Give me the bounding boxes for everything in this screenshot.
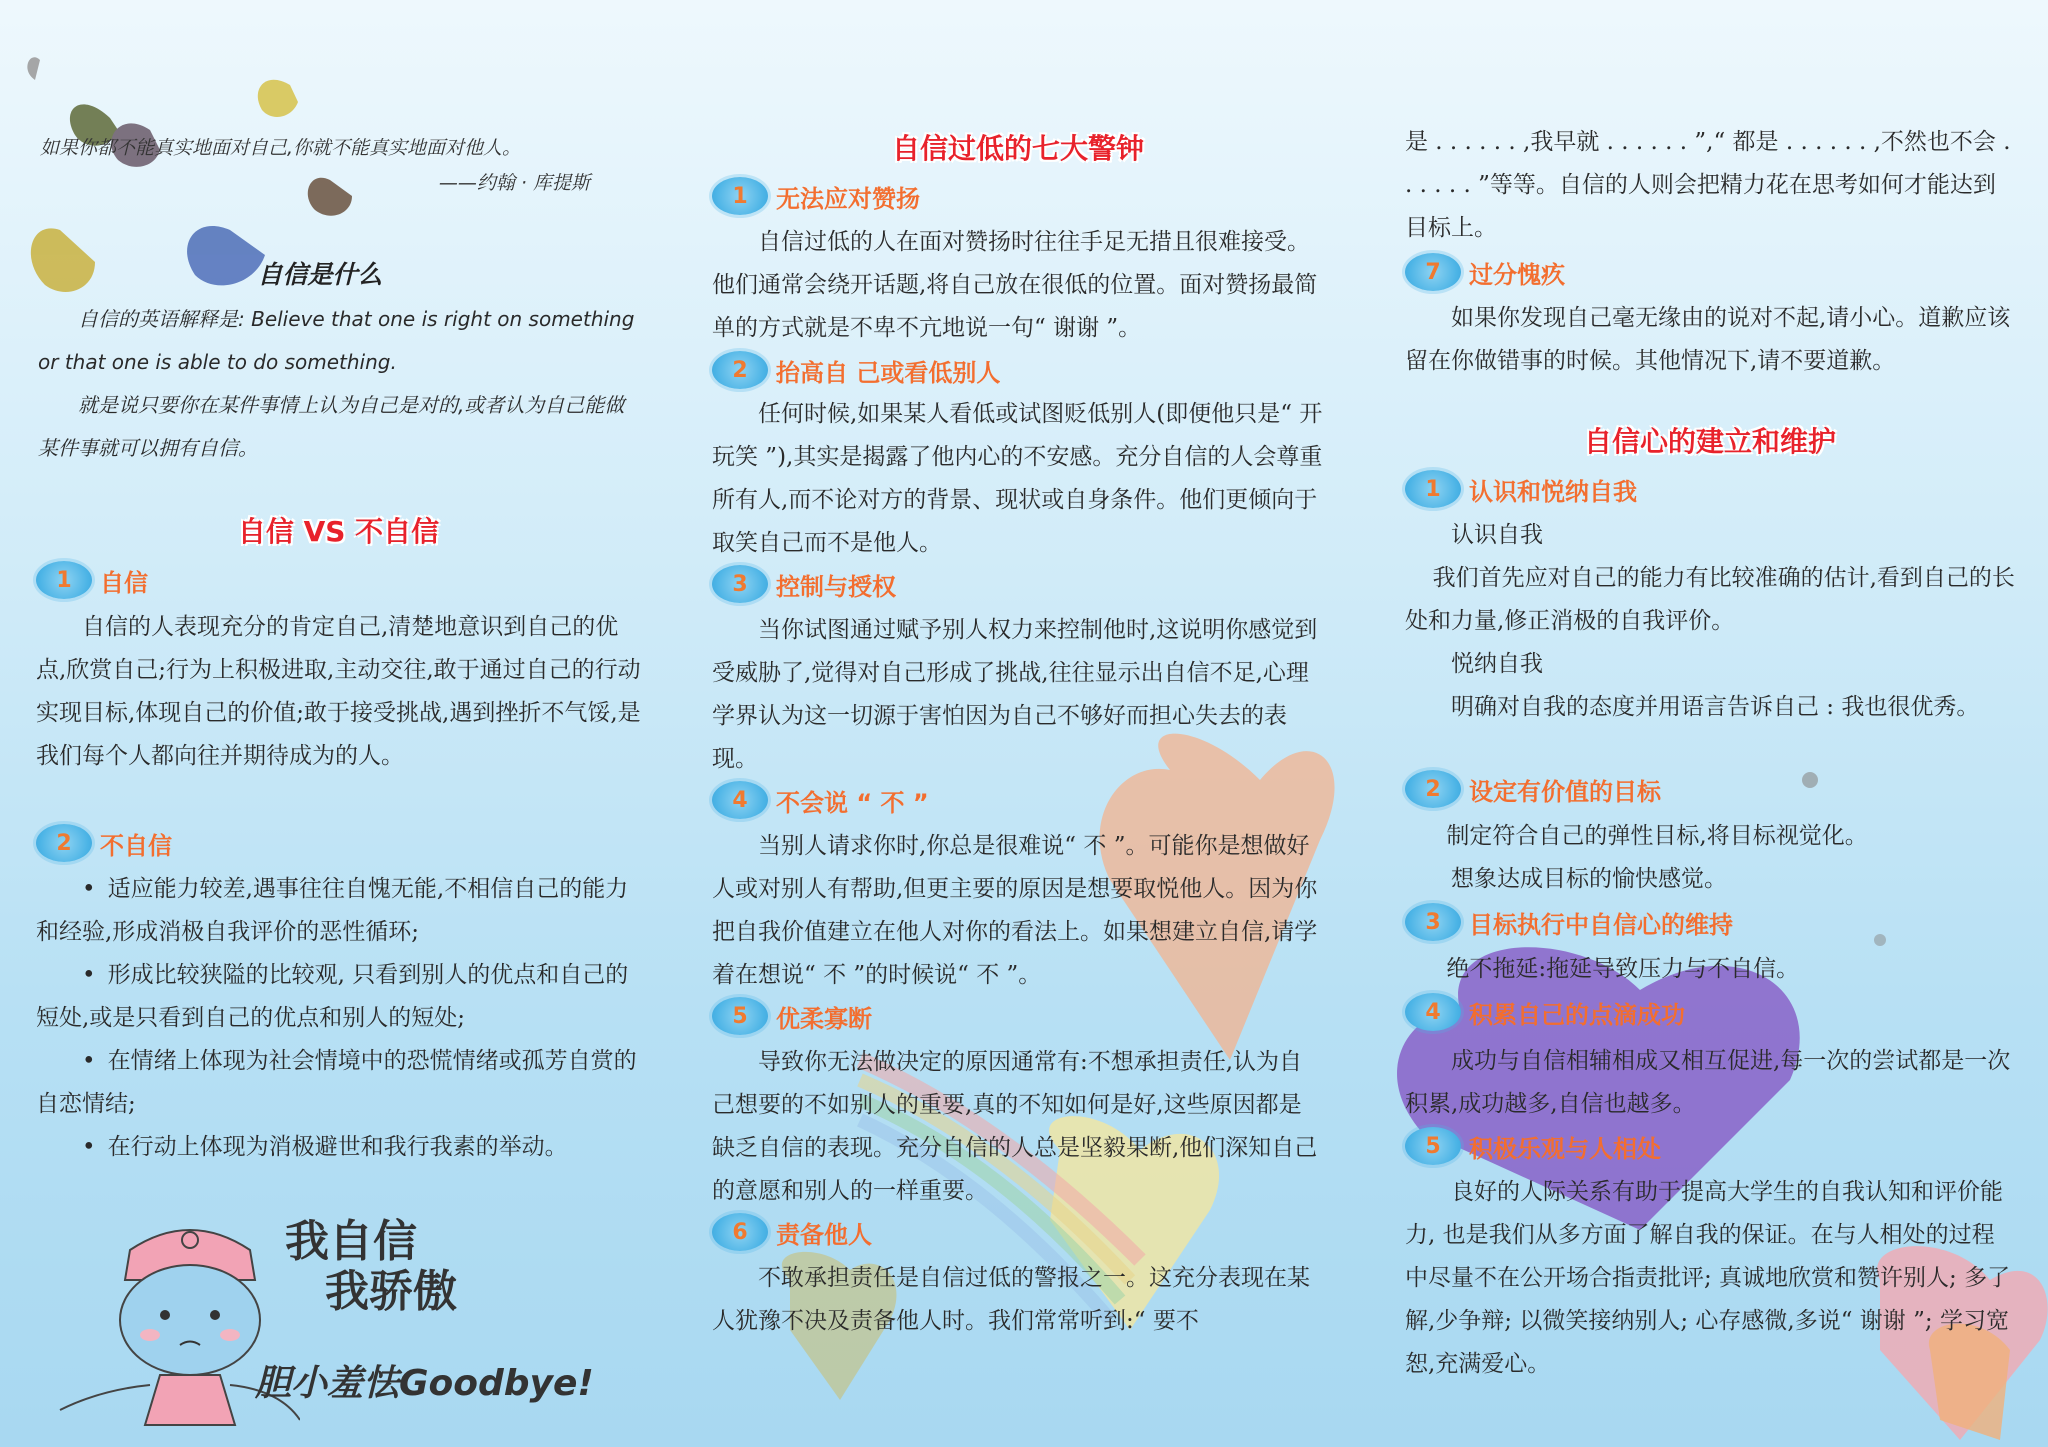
quote-author: ——约翰 · 库提斯 [438,172,590,194]
warning-6-heading [712,1213,872,1251]
warning-5-heading [712,997,872,1035]
build-confidence-title: 自信心的建立和维护 [1583,425,1836,458]
warning-6-text: 不敢承担责任是自信过低的警报之一。这充分表现在某人犹豫不决及责备他人时。我们常常听到:“ 要不 [712,1265,1310,1334]
paragraph: 明确对自我的态度并用语言告诉自己 : 我也很优秀。 [1451,694,1980,720]
confidence-vs-title: 自信 VS 不自信 [237,515,440,548]
what-is-confidence-title: 自信是什么 [257,260,383,289]
number-badge: 2 [36,824,92,862]
cartoon-slogan-2: 我骄傲 [325,1266,457,1317]
build-5-label: 积极乐观与人相处 [1469,1134,1661,1163]
number-badge: 4 [1405,993,1461,1031]
number-badge: 3 [712,565,768,603]
build-1-heading [1405,470,1637,508]
paragraph: 制定符合自己的弹性目标,将目标视觉化。 [1446,823,1868,849]
what-is-confidence-definition: 自信的英语解释是: Believe that one is right on something or that one is able to do something. [38,307,635,374]
build-1-label: 认识和悦纳自我 [1469,477,1637,506]
paragraph: 绝不拖延:拖延导致压力与不自信。 [1446,956,1800,982]
build-5-heading [1405,1127,1661,1165]
unconfident-list [36,868,641,1169]
paragraph: 认识自我 [1451,522,1543,548]
warning-2-text: 任何时候,如果某人看低或试图贬低别人(即便他只是“ 开玩笑 ”),其实是揭露了他内心的不安感。充分自信的人会尊重所有人,而不论对方的背景、现状或自身条件。他们更倾向于取笑自己而不是他人。 [712,401,1323,556]
number-badge: 6 [712,1213,768,1251]
build-4-label: 积累自己的点滴成功 [1469,1000,1685,1029]
build-1-text [1405,514,2015,729]
list-item: • 形成比较狭隘的比较观, 只看到别人的优点和自己的短处,或是只看到自己的优点和别人的短处; [36,962,629,1031]
build-2-text [1405,815,2015,901]
build-2-label: 设定有价值的目标 [1469,777,1661,806]
cartoon-slogan-3: 胆小羞怯Goodbye! [255,1363,594,1404]
what-is-confidence-explanation: 就是说只要你在某件事情上认为自己是对的,或者认为自己能做某件事就可以拥有自信。 [38,393,625,460]
warning-4-label: 不会说 “ 不 ” [776,788,929,817]
quote-text: 如果你都不能真实地面对自己,你就不能真实地面对他人。 [40,137,522,159]
list-item: • 适应能力较差,遇事往往自愧无能,不相信自己的能力和经验,形成消极自我评价的恶性循环; [36,876,629,945]
number-badge: 2 [1405,770,1461,808]
number-badge: 1 [712,177,768,215]
number-badge: 4 [712,781,768,819]
warning-5-text: 导致你无法做决定的原因通常有:不想承担责任,认为自己想要的不如别人的重要,真的不知如何是好,这些原因都是缺乏自信的表现。充分自信的人总是坚毅果断,他们深知自己的意愿和别人的一样重要。 [712,1049,1318,1204]
number-badge: 7 [1405,253,1461,291]
paragraph: 想象达成目标的愉快感觉。 [1451,866,1727,892]
unconfident-label: 不自信 [100,831,172,860]
seven-warnings-title: 自信过低的七大警钟 [891,132,1144,165]
cartoon-slogan-1: 我自信 [285,1216,417,1267]
confident-label: 自信 [100,568,148,597]
confident-description: 自信的人表现充分的肯定自己,清楚地意识到自己的优点,欣赏自己;行为上积极进取,主动交往,敢于通过自己的行动实现目标,体现自己的价值;敢于接受挑战,遇到挫折不气馁,是我们每个人都向往并期待成为的人。 [36,614,641,769]
paragraph: 我们首先应对自己的能力有比较准确的估计,看到自己的长处和力量,修正消极的自我评价。 [1405,565,2015,634]
build-4-heading [1405,993,1685,1031]
build-3-label: 目标执行中自信心的维持 [1469,910,1733,939]
unconfident-heading [36,824,172,862]
warning-3-label: 控制与授权 [776,572,896,601]
warning-4-heading [712,781,929,819]
number-badge: 1 [1405,470,1461,508]
warning-7-label: 过分愧疚 [1469,260,1565,289]
warning-1-text: 自信过低的人在面对赞扬时往往手足无措且很难接受。他们通常会绕开话题,将自己放在很低的位置。面对赞扬最简单的方式就是不卑不亢地说一句“ 谢谢 ”。 [712,229,1318,341]
warning-6-text-continued: 是 . . . . . . ,我早就 . . . . . . ”,“ 都是 . . . . . . ,不然也不会 . . . . . . ”等等。自信的人则会把精力花在思考如何才能达到目标上。 [1405,129,2011,241]
list-item: • 在情绪上体现为社会情境中的恐慌情绪或孤芳自赏的自恋情结; [36,1048,637,1117]
warning-5-label: 优柔寡断 [776,1004,872,1033]
build-4-text: 成功与自信相辅相成又相互促进,每一次的尝试都是一次积累,成功越多,自信也越多。 [1405,1048,2011,1117]
number-badge: 1 [36,561,92,599]
build-5-text: 良好的人际关系有助于提高大学生的自我认知和评价能力, 也是我们从多方面了解自我的保证。在与人相处的过程中尽量不在公开场合指责批评; 真诚地欣赏和赞许别人; 多了解,少争辩; 以微笑接纳别人; 心存感微,多说“ 谢谢 ”; 学习宽恕,充满爱心。 [1405,1179,2011,1377]
list-item: • 在行动上体现为消极避世和我行我素的举动。 [82,1134,568,1160]
number-badge: 3 [1405,903,1461,941]
number-badge: 5 [712,997,768,1035]
number-badge: 2 [712,351,768,389]
warning-3-heading [712,565,896,603]
paragraph: 悦纳自我 [1451,651,1543,677]
warning-3-text: 当你试图通过赋予别人权力来控制他时,这说明你感觉到受威胁了,觉得对自己形成了挑战,往往显示出自信不足,心理学界认为这一切源于害怕因为自己不够好而担心失去的表现。 [712,617,1318,772]
warning-1-heading [712,177,920,215]
confident-heading [36,561,148,599]
warning-2-label: 抬高自 己或看低别人 [776,358,1001,387]
warning-7-heading [1405,253,1565,291]
warning-7-text: 如果你发现自己毫无缘由的说对不起,请小心。道歉应该留在你做错事的时候。其他情况下,请不要道歉。 [1405,305,2011,374]
build-2-heading [1405,770,1661,808]
build-3-heading [1405,903,1733,941]
warning-6-label: 责备他人 [776,1220,872,1249]
warning-2-heading [712,351,1000,389]
warning-1-label: 无法应对赞扬 [776,184,920,213]
warning-4-text: 当别人请求你时,你总是很难说“ 不 ”。可能你是想做好人或对别人有帮助,但更主要的原因是想要取悦他人。因为你把自我价值建立在他人对你的看法上。如果想建立自信,请学着在想说“ 不 ”的时候说“ 不 ”。 [712,833,1318,988]
number-badge: 5 [1405,1127,1461,1165]
opening-quote [40,133,630,195]
build-3-text [1405,948,2015,991]
